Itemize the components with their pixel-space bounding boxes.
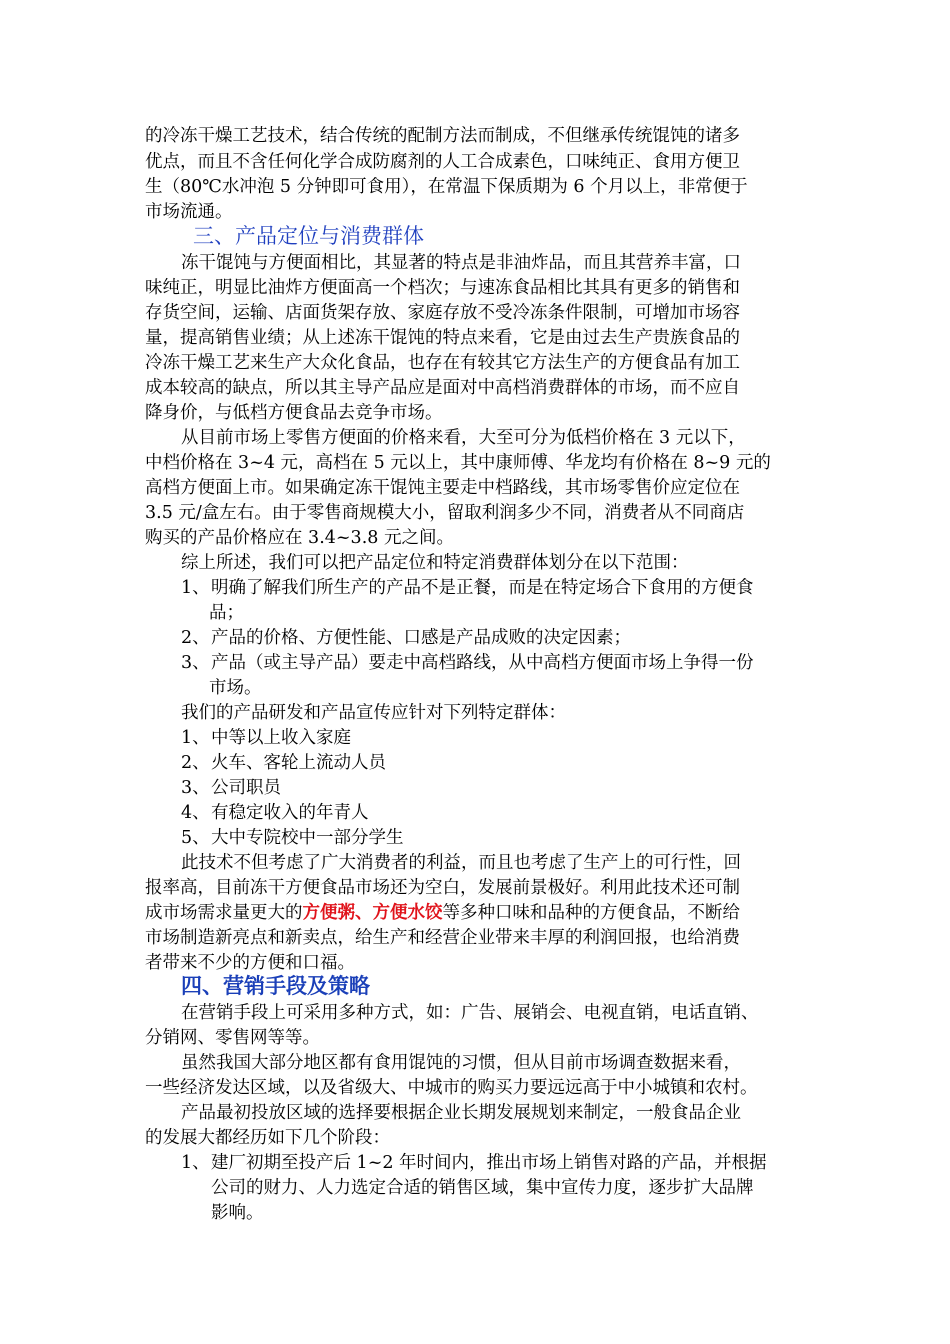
list-item: 火车、客轮上流动人员: [211, 753, 386, 773]
paragraph-line: 中档价格在 3~4 元，高档在 5 元以上，其中康师傅、华龙均有价格在 8~9 元的: [145, 453, 771, 473]
list-item: 大中专院校中一部分学生: [211, 828, 404, 848]
list-number: 1、: [181, 728, 210, 748]
section-heading-3: 三、产品定位与消费群体: [193, 224, 424, 248]
list-item-continuation: 影响。: [211, 1203, 264, 1223]
list-number: 1、: [181, 1153, 210, 1173]
list-item-continuation: 品；: [209, 603, 244, 623]
list-number: 3、: [181, 653, 210, 673]
list-item-continuation: 公司的财力、人力选定合适的销售区域，集中宣传力度，逐步扩大品牌: [211, 1178, 754, 1198]
paragraph-line: 从目前市场上零售方便面的价格来看，大至可分为低档价格在 3 元以下，: [181, 428, 746, 448]
intro-line-1: 的冷冻干燥工艺技术，结合传统的配制方法而制成，不但继承传统馄饨的诸多: [145, 126, 740, 146]
list-item: 公司职员: [211, 778, 281, 798]
list-item: 中等以上收入家庭: [211, 728, 351, 748]
intro-line-3: 生（80℃水冲泡 5 分钟即可食用），在常温下保质期为 6 个月以上，非常便于: [145, 177, 748, 197]
list-number: 2、: [181, 753, 210, 773]
paragraph-line: 冻干馄饨与方便面相比，其显著的特点是非油炸品，而且其营养丰富，口: [181, 253, 741, 273]
section-heading-4: 四、营销手段及策略: [181, 974, 370, 998]
text-run: 成市场需求量更大的: [145, 903, 303, 923]
paragraph-line-highlight: [145, 901, 740, 926]
paragraph-line: 综上所述，我们可以把产品定位和特定消费群体划分在以下范围：: [181, 553, 689, 573]
paragraph-line: 此技术不但考虑了广大消费者的利益，而且也考虑了生产上的可行性，回: [181, 853, 741, 873]
list-item-continuation: 市场。: [209, 678, 262, 698]
list-item: 产品的价格、方便性能、口感是产品成败的决定因素；: [211, 628, 631, 648]
list-item: 有稳定收入的年青人: [211, 803, 369, 823]
paragraph-line: 存货空间，运输、店面货架存放、家庭存放不受冷冻条件限制，可增加市场容: [145, 303, 740, 323]
paragraph-line: 虽然我国大部分地区都有食用馄饨的习惯，但从目前市场调查数据来看，: [181, 1053, 741, 1073]
list-number: 1、: [181, 578, 210, 598]
paragraph-line: 购买的产品价格应在 3.4~3.8 元之间。: [145, 528, 454, 548]
paragraph-line: 者带来不少的方便和口福。: [145, 953, 355, 973]
highlighted-products: 方便粥、方便水饺: [302, 903, 443, 923]
list-number: 3、: [181, 778, 210, 798]
text-run: 等多种口味和品种的方便食品，不断给: [442, 903, 740, 923]
list-number: 2、: [181, 628, 210, 648]
paragraph-line: 一些经济发达区域，以及省级大、中城市的购买力要远远高于中小城镇和农村。: [145, 1078, 758, 1098]
paragraph-line: 高档方便面上市。如果确定冻干馄饨主要走中档路线，其市场零售价应定位在: [145, 478, 740, 498]
paragraph-line: 量，提高销售业绩；从上述冻干馄饨的特点来看，它是由过去生产贵族食品的: [145, 328, 740, 348]
paragraph-line: 产品最初投放区域的选择要根据企业长期发展规划来制定，一般食品企业: [181, 1103, 741, 1123]
paragraph-line: 在营销手段上可采用多种方式，如：广告、展销会、电视直销，电话直销、: [181, 1003, 759, 1023]
paragraph-line: 我们的产品研发和产品宣传应针对下列特定群体：: [181, 703, 566, 723]
list-number: 5、: [181, 828, 210, 848]
paragraph-line: 味纯正，明显比油炸方便面高一个档次；与速冻食品相比其具有更多的销售和: [145, 278, 740, 298]
list-number: 4、: [181, 803, 210, 823]
paragraph-line: 市场制造新亮点和新卖点，给生产和经营企业带来丰厚的利润回报，也给消费: [145, 928, 740, 948]
list-item: 明确了解我们所生产的产品不是正餐，而是在特定场合下食用的方便食: [211, 578, 754, 598]
paragraph-line: 分销网、零售网等等。: [145, 1028, 320, 1048]
paragraph-line: 成本较高的缺点，所以其主导产品应是面对中高档消费群体的市场，而不应自: [145, 378, 740, 398]
intro-line-2: 优点，而且不含任何化学合成防腐剂的人工合成素色，口味纯正、食用方便卫: [145, 152, 740, 172]
intro-line-4: 市场流通。: [145, 202, 233, 222]
paragraph-line: 降身价，与低档方便食品去竞争市场。: [145, 403, 443, 423]
paragraph-line: 报率高，目前冻干方便食品市场还为空白，发展前景极好。利用此技术还可制: [145, 878, 740, 898]
paragraph-line: 冷冻干燥工艺来生产大众化食品，也存在有较其它方法生产的方便食品有加工: [145, 353, 740, 373]
paragraph-line: 3.5 元/盒左右。由于零售商规模大小，留取利润多少不同，消费者从不同商店: [145, 503, 745, 523]
paragraph-line: 的发展大都经历如下几个阶段：: [145, 1128, 390, 1148]
list-item: 产品（或主导产品）要走中高档路线，从中高档方便面市场上争得一份: [211, 653, 754, 673]
list-item: 建厂初期至投产后 1~2 年时间内，推出市场上销售对路的产品，并根据: [211, 1153, 767, 1173]
